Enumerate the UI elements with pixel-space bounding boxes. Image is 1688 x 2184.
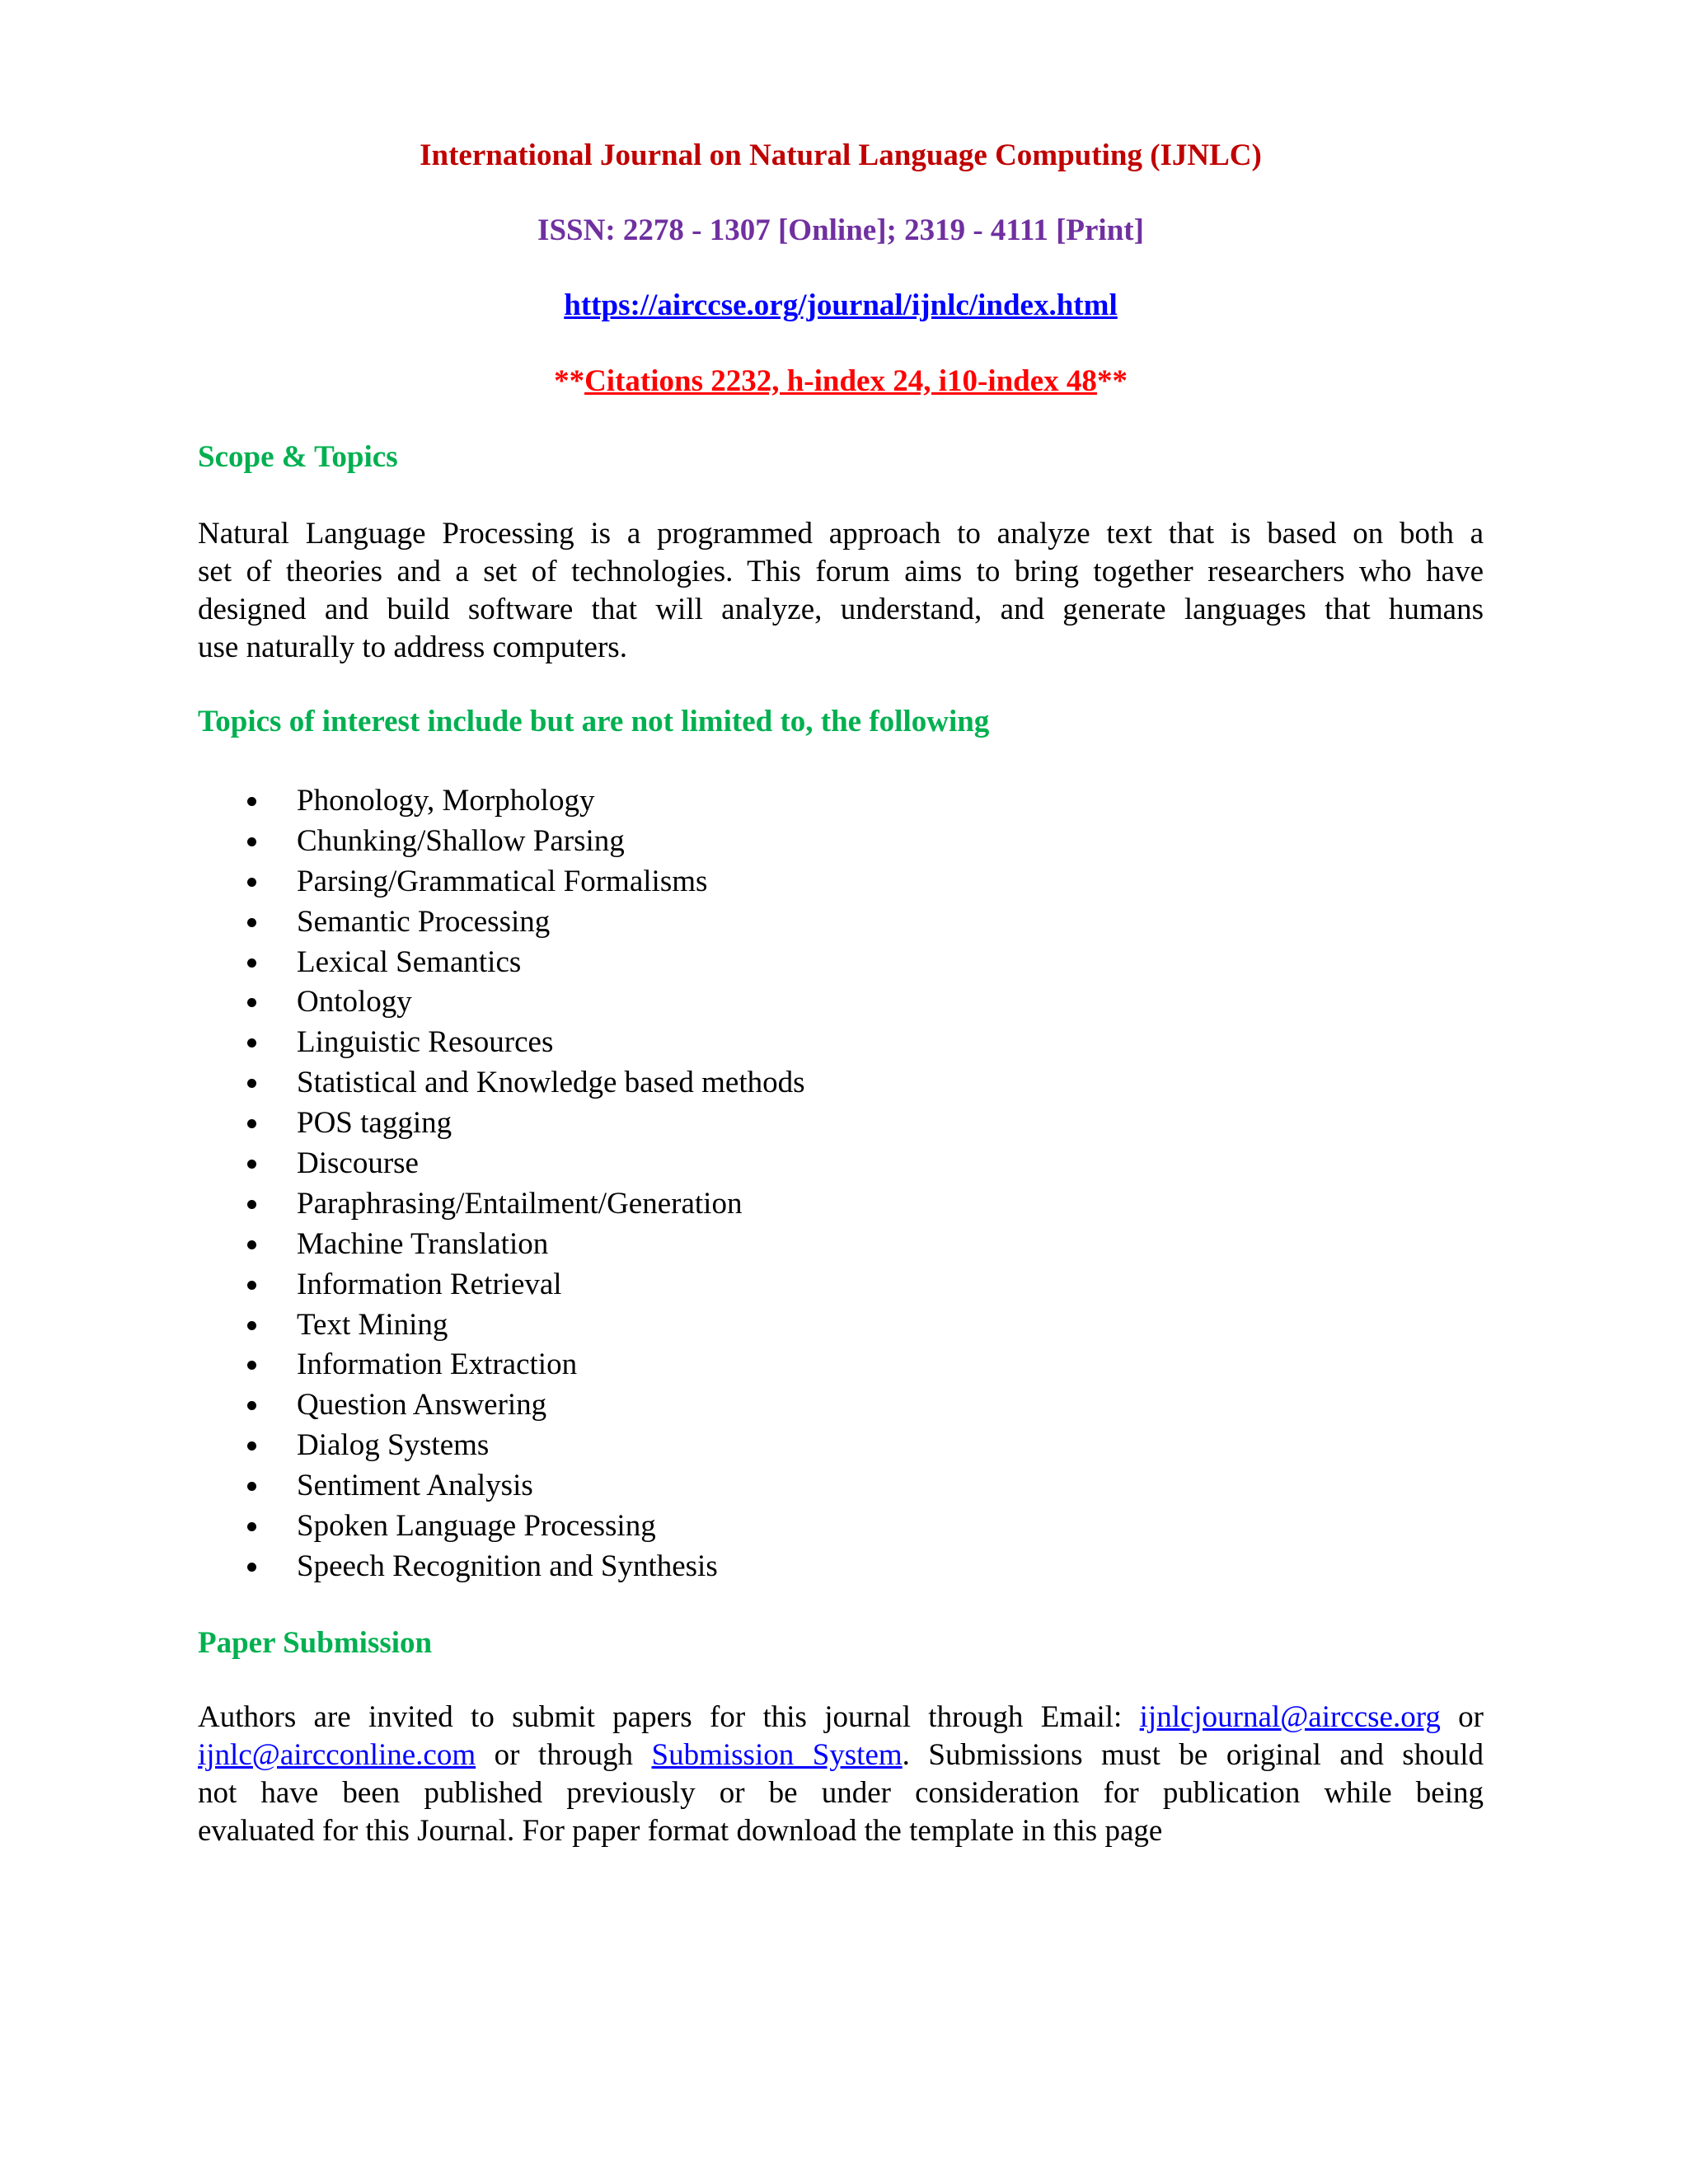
submission-line: not have been published previously or be under consideration for publication while being — [198, 1776, 1484, 1810]
bullet-icon — [247, 1160, 256, 1169]
journal-title: International Journal on Natural Language Computing (IJNLC) — [420, 138, 1262, 172]
submission-text: Authors are invited to submit papers for this journal through Email: — [198, 1700, 1140, 1734]
topic-item — [198, 1024, 805, 1064]
issn-line: ISSN: 2278 - 1307 [Online]; 2319 - 4111 [Print] — [537, 213, 1144, 247]
submission-text: or — [1440, 1700, 1484, 1734]
bullet-icon — [247, 1119, 256, 1128]
topic-item — [198, 782, 805, 823]
bullet-icon — [247, 1361, 256, 1370]
citations-line — [198, 363, 1484, 401]
submission-line — [198, 1736, 1484, 1774]
topic-label: Chunking/Shallow Parsing — [297, 823, 625, 858]
submission-line — [198, 1699, 1484, 1736]
topic-label: Discourse — [297, 1146, 419, 1181]
topic-label: Parsing/Grammatical Formalisms — [297, 864, 708, 898]
citations-text: Citations 2232, h-index 24, i10-index 48 — [584, 364, 1097, 398]
topic-label: POS tagging — [297, 1106, 452, 1141]
topic-label: Dialog Systems — [297, 1428, 490, 1463]
bullet-icon — [247, 797, 256, 806]
scope-line: use naturally to address computers. — [198, 630, 627, 664]
topic-label: Paraphrasing/Entailment/Generation — [297, 1186, 743, 1221]
paper-submission-heading: Paper Submission — [198, 1626, 433, 1660]
submission-system-link[interactable]: Submission System — [651, 1738, 903, 1772]
bullet-icon — [247, 1321, 256, 1330]
topic-item — [198, 1507, 805, 1548]
topic-label: Information Retrieval — [297, 1267, 562, 1301]
bullet-icon — [247, 1563, 256, 1572]
submission-line: evaluated for this Journal. For paper format download the template in this page — [198, 1814, 1163, 1848]
topic-item — [198, 1306, 805, 1347]
topic-label: Spoken Language Processing — [297, 1509, 656, 1544]
bullet-icon — [247, 878, 256, 887]
topic-item — [198, 1386, 805, 1427]
bullet-icon — [247, 1522, 256, 1531]
journal-url-link[interactable]: https://airccse.org/journal/ijnlc/index.html — [564, 288, 1118, 322]
topic-item — [198, 1346, 805, 1386]
topic-label: Sentiment Analysis — [297, 1469, 533, 1503]
bullet-icon — [247, 958, 256, 968]
bullet-icon — [247, 837, 256, 846]
topic-item — [198, 1467, 805, 1507]
topic-item — [198, 1226, 805, 1266]
bullet-icon — [247, 1281, 256, 1290]
topic-label: Speech Recognition and Synthesis — [297, 1549, 718, 1583]
topic-item — [198, 1427, 805, 1467]
scope-heading: Scope & Topics — [198, 440, 398, 474]
citations-suffix: ** — [1096, 364, 1128, 398]
scope-line: Natural Language Processing is a programmed approach to analyze text that is based on both a — [198, 517, 1484, 551]
submission-paragraph — [198, 1699, 1484, 1850]
topic-item — [198, 1548, 805, 1588]
topic-label: Text Mining — [297, 1307, 448, 1342]
topic-item — [198, 1104, 805, 1145]
scope-paragraph — [198, 515, 1484, 667]
citations-prefix: ** — [554, 364, 585, 398]
email-link-ijnlcjournal[interactable]: ijnlcjournal@airccse.org — [1139, 1700, 1441, 1734]
topic-label: Phonology, Morphology — [297, 784, 595, 818]
topic-label: Statistical and Knowledge based methods — [297, 1066, 805, 1100]
topic-item — [198, 863, 805, 903]
scope-line: set of theories and a set of technologies. This forum aims to bring together researchers who have — [198, 555, 1484, 588]
topic-item — [198, 1185, 805, 1226]
bullet-icon — [247, 918, 256, 927]
bullet-icon — [247, 1200, 256, 1209]
topic-item — [198, 1145, 805, 1185]
topic-item — [198, 1266, 805, 1306]
bullet-icon — [247, 998, 256, 1007]
journal-url-line — [198, 287, 1484, 325]
bullet-icon — [247, 1038, 256, 1047]
bullet-icon — [247, 1401, 256, 1410]
topic-label: Question Answering — [297, 1388, 547, 1422]
topic-item — [198, 944, 805, 984]
bullet-icon — [247, 1079, 256, 1088]
bullet-icon — [247, 1441, 256, 1451]
bullet-icon — [247, 1240, 256, 1249]
topic-item — [198, 903, 805, 944]
topic-label: Linguistic Resources — [297, 1025, 554, 1060]
topic-label: Machine Translation — [297, 1226, 549, 1261]
topic-label: Lexical Semantics — [297, 944, 522, 979]
submission-text: or through — [476, 1738, 652, 1772]
topic-item — [198, 823, 805, 863]
email-link-ijnlc[interactable]: ijnlc@aircconline.com — [198, 1738, 476, 1772]
topics-list — [198, 782, 805, 1588]
topic-label: Semantic Processing — [297, 904, 551, 939]
bullet-icon — [247, 1482, 256, 1491]
scope-line: designed and build software that will analyze, understand, and generate languages that humans — [198, 593, 1484, 626]
topic-item — [198, 983, 805, 1024]
topic-label: Information Extraction — [297, 1347, 578, 1382]
topic-item — [198, 1064, 805, 1104]
topic-label: Ontology — [297, 985, 412, 1019]
topics-heading: Topics of interest include but are not limited to, the following — [198, 705, 990, 738]
submission-text: . Submissions must be original and should — [902, 1738, 1484, 1772]
